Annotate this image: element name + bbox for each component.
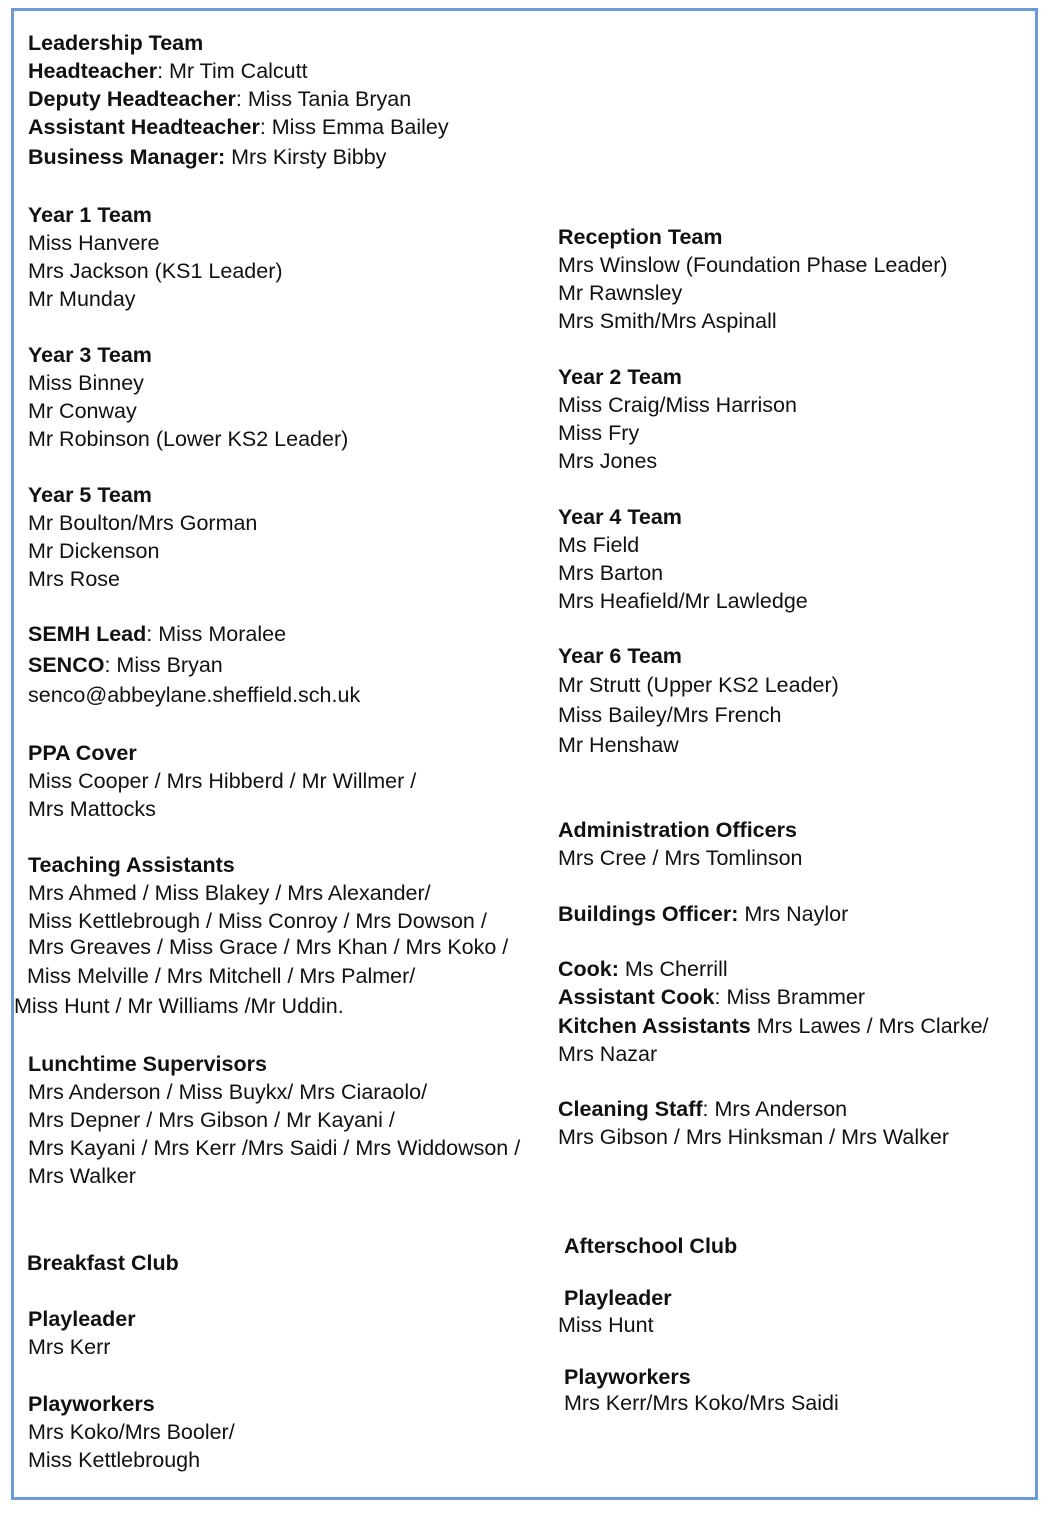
afterschool-playleader: Miss Hunt [558, 1313, 654, 1337]
teaching-assistants-line: Miss Melville / Mrs Mitchell / Mrs Palmer/ [27, 964, 416, 988]
lunchtime-line: Mrs Walker [28, 1164, 136, 1188]
headteacher-line [28, 57, 308, 85]
business-manager-line [28, 143, 386, 171]
year6-member: Mr Henshaw [558, 733, 679, 757]
breakfast-playworker: Miss Kettlebrough [28, 1448, 201, 1472]
semh-name: : Miss Moralee [146, 622, 287, 646]
headteacher-name: : Mr Tim Calcutt [157, 59, 308, 83]
ppa-line: Mrs Mattocks [28, 797, 156, 821]
afterschool-playworkers: Mrs Kerr/Mrs Koko/Mrs Saidi [564, 1391, 839, 1415]
headteacher-label: Headteacher [28, 59, 158, 83]
cleaning-name: : Mrs Anderson [702, 1097, 848, 1121]
semh-label: SEMH Lead [28, 622, 147, 646]
lunchtime-line: Mrs Anderson / Miss Buykx/ Mrs Ciaraolo/ [28, 1080, 428, 1104]
breakfast-playworker: Mrs Koko/Mrs Booler/ [28, 1420, 235, 1444]
year1-member: Mrs Jackson (KS1 Leader) [28, 259, 283, 283]
buildings-officer-label: Buildings Officer: [558, 902, 739, 926]
senco-name: : Miss Bryan [104, 653, 223, 677]
semh-line [28, 620, 286, 648]
lunchtime-heading: Lunchtime Supervisors [28, 1052, 267, 1076]
reception-heading: Reception Team [558, 225, 723, 249]
buildings-officer-line [558, 900, 848, 928]
kitchen-assistants-names: Mrs Lawes / Mrs Clarke/ [750, 1014, 989, 1038]
year3-member: Mr Robinson (Lower KS2 Leader) [28, 427, 349, 451]
assistant-cook-label: Assistant Cook [558, 985, 715, 1009]
year4-member: Mrs Heafield/Mr Lawledge [558, 589, 808, 613]
cleaning-label: Cleaning Staff [558, 1097, 703, 1121]
reception-member: Mrs Smith/Mrs Aspinall [558, 309, 777, 333]
deputy-name: : Miss Tania Bryan [235, 87, 412, 111]
reception-member: Mrs Winslow (Foundation Phase Leader) [558, 253, 948, 277]
year3-member: Miss Binney [28, 371, 144, 395]
breakfast-playleader: Mrs Kerr [28, 1335, 111, 1359]
cleaning-line [558, 1095, 847, 1123]
year4-member: Ms Field [558, 533, 640, 557]
senco-line [28, 651, 223, 679]
kitchen-assistants-label: Kitchen Assistants [558, 1014, 751, 1038]
ppa-heading: PPA Cover [28, 741, 137, 765]
teaching-assistants-line: Miss Hunt / Mr Williams /Mr Uddin. [14, 994, 344, 1018]
year1-member: Miss Hanvere [28, 231, 160, 255]
year2-member: Miss Fry [558, 421, 640, 445]
teaching-assistants-heading: Teaching Assistants [28, 853, 235, 877]
year5-heading: Year 5 Team [28, 483, 152, 507]
teaching-assistants-line: Mrs Ahmed / Miss Blakey / Mrs Alexander/ [28, 881, 431, 905]
assistant-head-name: : Miss Emma Bailey [259, 115, 449, 139]
year1-heading: Year 1 Team [28, 203, 152, 227]
year2-member: Mrs Jones [558, 449, 658, 473]
kitchen-assistants-line [558, 1012, 989, 1040]
teaching-assistants-line: Miss Kettlebrough / Miss Conroy / Mrs Dowson / [28, 909, 487, 933]
afterschool-playleader-heading: Playleader [564, 1286, 672, 1310]
year2-member: Miss Craig/Miss Harrison [558, 393, 797, 417]
deputy-label: Deputy Headteacher [28, 87, 236, 111]
kitchen-assistants-cont: Mrs Nazar [558, 1042, 658, 1066]
assistant-head-line [28, 113, 449, 141]
reception-member: Mr Rawnsley [558, 281, 683, 305]
cook-line [558, 955, 728, 983]
cook-name: Ms Cherrill [618, 957, 728, 981]
breakfast-playworkers-heading: Playworkers [28, 1392, 155, 1416]
year6-heading: Year 6 Team [558, 644, 682, 668]
lunchtime-line: Mrs Kayani / Mrs Kerr /Mrs Saidi / Mrs Widdowson / [28, 1136, 521, 1160]
assistant-cook-line [558, 983, 865, 1011]
admin-heading: Administration Officers [558, 818, 797, 842]
year6-member: Mr Strutt (Upper KS2 Leader) [558, 673, 839, 697]
senco-email: senco@abbeylane.sheffield.sch.uk [28, 683, 361, 707]
year4-heading: Year 4 Team [558, 505, 682, 529]
year6-member: Miss Bailey/Mrs French [558, 703, 782, 727]
teaching-assistants-line: Mrs Greaves / Miss Grace / Mrs Khan / Mrs Koko / [28, 935, 509, 959]
year5-member: Mrs Rose [28, 567, 120, 591]
year5-member: Mr Boulton/Mrs Gorman [28, 511, 258, 535]
year3-member: Mr Conway [28, 399, 137, 423]
ppa-line: Miss Cooper / Mrs Hibberd / Mr Willmer / [28, 769, 417, 793]
year2-heading: Year 2 Team [558, 365, 682, 389]
business-manager-label: Business Manager: [28, 145, 226, 169]
business-manager-name: Mrs Kirsty Bibby [225, 145, 387, 169]
afterschool-club-heading: Afterschool Club [564, 1234, 738, 1258]
cook-label: Cook: [558, 957, 619, 981]
year4-member: Mrs Barton [558, 561, 664, 585]
admin-members: Mrs Cree / Mrs Tomlinson [558, 846, 803, 870]
buildings-officer-name: Mrs Naylor [738, 902, 849, 926]
breakfast-playleader-heading: Playleader [28, 1307, 136, 1331]
assistant-head-label: Assistant Headteacher [28, 115, 260, 139]
cleaning-cont: Mrs Gibson / Mrs Hinksman / Mrs Walker [558, 1125, 950, 1149]
breakfast-club-heading: Breakfast Club [27, 1251, 179, 1275]
year1-member: Mr Munday [28, 287, 136, 311]
year5-member: Mr Dickenson [28, 539, 160, 563]
afterschool-playworkers-heading: Playworkers [564, 1365, 691, 1389]
lunchtime-line: Mrs Depner / Mrs Gibson / Mr Kayani / [28, 1108, 395, 1132]
leadership-heading: Leadership Team [28, 31, 204, 55]
senco-label: SENCO [28, 653, 105, 677]
assistant-cook-name: : Miss Brammer [714, 985, 866, 1009]
deputy-line [28, 85, 411, 113]
year3-heading: Year 3 Team [28, 343, 152, 367]
